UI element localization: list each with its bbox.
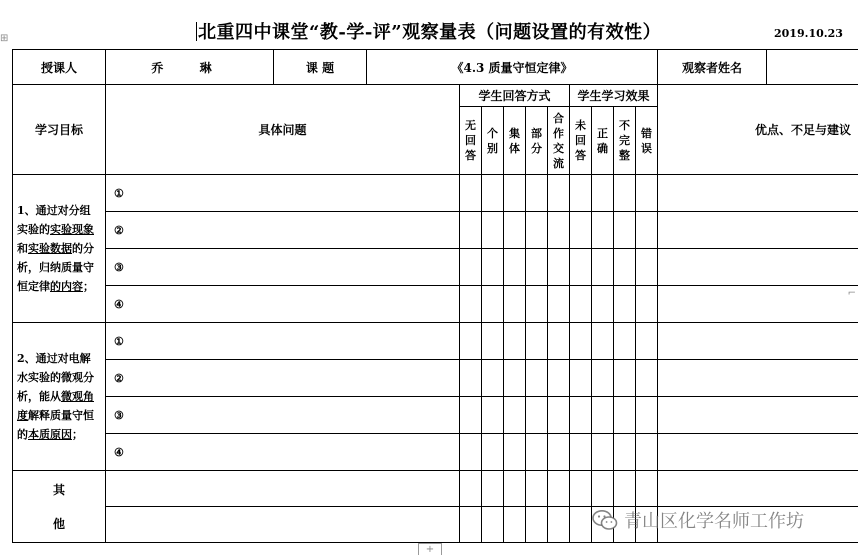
mark-cell[interactable]	[548, 212, 570, 249]
mark-cell[interactable]	[614, 323, 636, 360]
mark-cell[interactable]	[504, 175, 526, 212]
question-cell[interactable]: ③	[106, 249, 460, 286]
watermark	[592, 507, 804, 533]
mark-cell[interactable]	[636, 212, 658, 249]
column-header-row-1	[13, 85, 858, 107]
mark-cell[interactable]	[592, 175, 614, 212]
mark-cell[interactable]	[548, 175, 570, 212]
goal-text: 和	[17, 242, 28, 255]
mark-cell[interactable]	[614, 434, 636, 471]
comment-cell[interactable]	[658, 249, 858, 286]
mark-cell[interactable]	[548, 434, 570, 471]
mark-cell[interactable]	[482, 434, 504, 471]
mark-cell[interactable]	[460, 286, 482, 323]
observation-table	[12, 49, 858, 543]
mark-cell[interactable]	[614, 286, 636, 323]
answer-mode-individual: 个别	[482, 107, 504, 175]
effect-correct: 正确	[592, 107, 614, 175]
goal-header: 学习目标	[13, 85, 106, 175]
mark-cell[interactable]	[504, 360, 526, 397]
mark-cell[interactable]	[526, 249, 548, 286]
goal-keyword: 微观角度	[17, 390, 94, 422]
mark-cell[interactable]	[460, 397, 482, 434]
goal-keyword: 的内容	[50, 280, 83, 293]
mark-cell[interactable]	[504, 286, 526, 323]
comments-header: 优点、不足与建议	[658, 85, 858, 175]
topic-value[interactable]: 《4.3 质量守恒定律》	[367, 50, 658, 85]
mark-cell[interactable]	[614, 360, 636, 397]
effect-unanswered: 未回答	[570, 107, 592, 175]
mark-cell[interactable]	[592, 360, 614, 397]
answer-mode-partial: 部分	[526, 107, 548, 175]
document-title-text: 北重四中课堂“教-学-评”观察量表（问题设置的有效性）	[198, 22, 662, 43]
mark-cell[interactable]	[526, 507, 548, 543]
table-move-handle[interactable]: ⊞	[0, 33, 9, 44]
mark-cell[interactable]	[482, 175, 504, 212]
mark-cell[interactable]	[526, 286, 548, 323]
goal-text: 1、通过对分组实验的	[17, 204, 91, 236]
learning-goal-1	[13, 175, 106, 323]
goal-text: 的分析，归纳质量守恒定律	[17, 242, 94, 293]
mark-cell[interactable]	[526, 175, 548, 212]
question-cell[interactable]: ②	[106, 360, 460, 397]
question-cell[interactable]: ①	[106, 175, 460, 212]
mark-cell[interactable]	[636, 323, 658, 360]
question-cell[interactable]: ①	[106, 323, 460, 360]
mark-cell[interactable]	[526, 397, 548, 434]
mark-cell[interactable]	[482, 507, 504, 543]
teacher-label: 授课人	[13, 50, 106, 85]
mark-cell[interactable]	[526, 360, 548, 397]
mark-cell[interactable]	[592, 212, 614, 249]
other-row	[13, 471, 858, 507]
mark-cell[interactable]	[636, 434, 658, 471]
teacher-name[interactable]: 乔 琳	[106, 50, 274, 85]
mark-cell[interactable]	[592, 471, 614, 507]
table-row	[13, 434, 858, 471]
question-cell[interactable]: ④	[106, 286, 460, 323]
mark-cell[interactable]	[460, 507, 482, 543]
mark-cell[interactable]	[504, 212, 526, 249]
comment-cell[interactable]	[658, 212, 858, 249]
effect-incomplete: 不完整	[614, 107, 636, 175]
goal-keyword: 本质原因	[28, 428, 72, 441]
mark-cell[interactable]	[570, 507, 592, 543]
goal-keyword: 实验现象	[50, 223, 94, 236]
other-label-line: 他	[52, 516, 65, 531]
effect-wrong: 错误	[636, 107, 658, 175]
mark-cell[interactable]	[570, 175, 592, 212]
table-row	[13, 323, 858, 360]
mark-cell[interactable]	[548, 471, 570, 507]
mark-cell[interactable]	[504, 249, 526, 286]
goal-text: 解释质量守恒的	[17, 409, 94, 441]
wechat-icon	[592, 509, 618, 531]
mark-cell[interactable]	[460, 434, 482, 471]
watermark-text: 青山区化学名师工作坊	[624, 511, 804, 532]
mark-cell[interactable]	[614, 249, 636, 286]
mark-cell[interactable]	[614, 397, 636, 434]
question-cell[interactable]: ③	[106, 397, 460, 434]
mark-cell[interactable]	[482, 212, 504, 249]
answer-mode-cooperative: 合作交流	[548, 107, 570, 175]
comment-cell[interactable]	[658, 323, 858, 360]
text-cursor	[196, 22, 197, 41]
mark-cell[interactable]	[570, 212, 592, 249]
other-label	[13, 471, 106, 543]
mark-cell[interactable]	[526, 434, 548, 471]
mark-cell[interactable]	[636, 175, 658, 212]
mark-cell[interactable]	[460, 249, 482, 286]
mark-cell[interactable]	[570, 397, 592, 434]
mark-cell[interactable]	[570, 249, 592, 286]
mark-cell[interactable]	[482, 323, 504, 360]
mark-cell[interactable]	[548, 249, 570, 286]
mark-cell[interactable]	[526, 323, 548, 360]
mark-cell[interactable]	[504, 397, 526, 434]
mark-cell[interactable]	[482, 471, 504, 507]
document-title[interactable]	[196, 18, 661, 44]
mark-cell[interactable]	[570, 323, 592, 360]
mark-cell[interactable]	[592, 397, 614, 434]
mark-cell[interactable]	[592, 434, 614, 471]
mark-cell[interactable]	[482, 249, 504, 286]
mark-cell[interactable]	[570, 360, 592, 397]
mark-cell[interactable]	[460, 471, 482, 507]
mark-cell[interactable]	[614, 175, 636, 212]
mark-cell[interactable]	[548, 286, 570, 323]
mark-cell[interactable]	[482, 360, 504, 397]
mark-cell[interactable]	[636, 249, 658, 286]
comment-cell[interactable]	[658, 286, 858, 323]
comment-cell[interactable]	[658, 471, 858, 507]
comment-cell[interactable]	[658, 434, 858, 471]
question-cell[interactable]: ④	[106, 434, 460, 471]
mark-cell[interactable]	[504, 323, 526, 360]
other-label-line: 其	[52, 482, 65, 497]
table-row	[13, 360, 858, 397]
comment-cell[interactable]	[658, 397, 858, 434]
goal-text: 2、通过对电解水实验的微观分析，能从	[17, 352, 94, 403]
mark-cell[interactable]	[592, 249, 614, 286]
goal-text: ；	[72, 428, 83, 441]
info-row	[13, 50, 858, 85]
mark-cell[interactable]	[548, 397, 570, 434]
answer-mode-header: 学生回答方式	[460, 85, 570, 107]
mark-cell[interactable]	[548, 323, 570, 360]
mark-cell[interactable]	[460, 323, 482, 360]
comment-cell[interactable]	[658, 360, 858, 397]
topic-label: 课 题	[274, 50, 367, 85]
learning-goal-2	[13, 323, 106, 471]
mark-cell[interactable]	[526, 471, 548, 507]
table-resize-handle[interactable]: ⌐	[847, 288, 856, 299]
mark-cell[interactable]	[636, 397, 658, 434]
mark-cell[interactable]	[504, 471, 526, 507]
observer-label: 观察者姓名	[658, 50, 767, 85]
other-question-cell[interactable]	[106, 507, 460, 543]
mark-cell[interactable]	[504, 434, 526, 471]
mark-cell[interactable]	[614, 212, 636, 249]
table-row	[13, 212, 858, 249]
mark-cell[interactable]	[570, 286, 592, 323]
goal-keyword: 实验数据	[28, 242, 72, 255]
mark-cell[interactable]	[548, 360, 570, 397]
answer-mode-none: 无回答	[460, 107, 482, 175]
table-row	[13, 249, 858, 286]
mark-cell[interactable]	[570, 471, 592, 507]
mark-cell[interactable]	[570, 434, 592, 471]
answer-mode-group: 集体	[504, 107, 526, 175]
comment-cell[interactable]	[658, 175, 858, 212]
mark-cell[interactable]	[548, 507, 570, 543]
question-cell[interactable]: ②	[106, 212, 460, 249]
table-row	[13, 397, 858, 434]
mark-cell[interactable]	[460, 175, 482, 212]
mark-cell[interactable]	[614, 471, 636, 507]
mark-cell[interactable]	[504, 507, 526, 543]
mark-cell[interactable]	[482, 286, 504, 323]
mark-cell[interactable]	[592, 323, 614, 360]
goal-text: ；	[83, 280, 94, 293]
observer-value[interactable]	[767, 50, 858, 85]
effect-header: 学生学习效果	[570, 85, 658, 107]
other-question-cell[interactable]	[106, 471, 460, 507]
question-header: 具体问题	[106, 85, 460, 175]
mark-cell[interactable]	[482, 397, 504, 434]
table-row	[13, 286, 858, 323]
table-row	[13, 175, 858, 212]
mark-cell[interactable]	[460, 360, 482, 397]
mark-cell[interactable]	[460, 212, 482, 249]
mark-cell[interactable]	[592, 286, 614, 323]
add-page-button[interactable]: +	[418, 543, 442, 555]
mark-cell[interactable]	[526, 212, 548, 249]
mark-cell[interactable]	[636, 360, 658, 397]
mark-cell[interactable]	[636, 471, 658, 507]
document-date: 2019.10.23	[774, 27, 843, 40]
mark-cell[interactable]	[636, 286, 658, 323]
